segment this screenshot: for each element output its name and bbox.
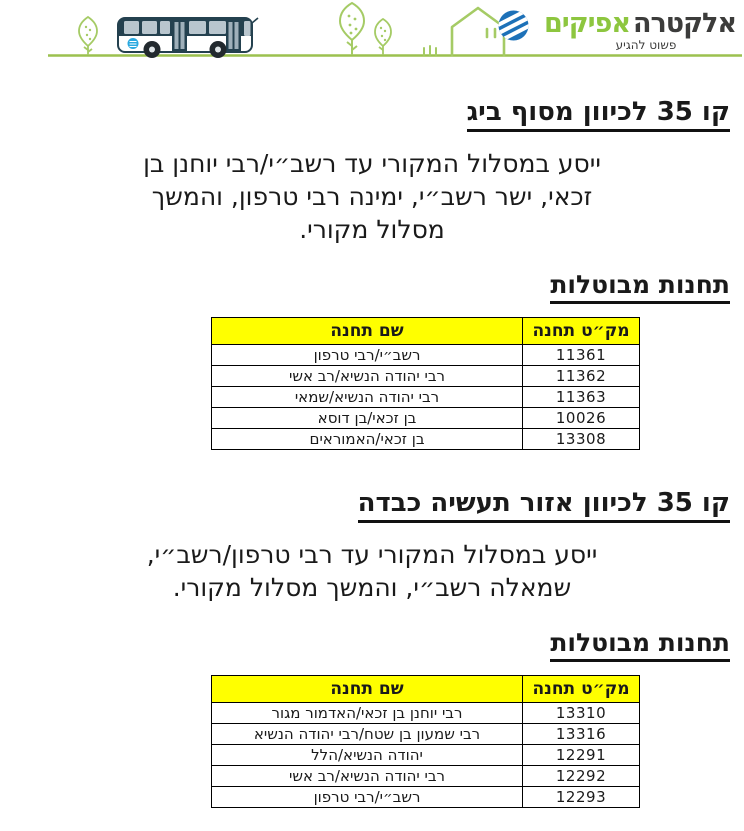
- station-name-header: שם תחנה: [212, 676, 523, 703]
- station-id-cell: 11363: [523, 387, 640, 408]
- station-id-cell: 12291: [523, 745, 640, 766]
- table-row: [212, 724, 640, 745]
- tree-icon: [79, 17, 97, 55]
- station-name-cell: רבי שמעון בן שטח/רבי יהודה הנשיא: [212, 724, 523, 745]
- grass-icon: [424, 46, 436, 55]
- table-row: [212, 387, 640, 408]
- section-direction-heavy-industry: [14, 488, 730, 808]
- section-title: קו 35 לכיוון מסוף ביג: [14, 97, 730, 132]
- route-description-line: מסלול מקורי.: [299, 215, 445, 244]
- table-row: [212, 345, 640, 366]
- station-name-cell: רשב״י/רבי טרפון: [212, 345, 523, 366]
- route-description-line: שמאלה רשב״י, והמשך מסלול מקורי.: [172, 573, 572, 602]
- station-id-cell: 13310: [523, 703, 640, 724]
- electra-logo-icon: [498, 10, 529, 41]
- cancelled-stations-table: [211, 675, 640, 808]
- header-illustration: [0, 0, 744, 80]
- table-row: [212, 429, 640, 450]
- table-header-row: [212, 318, 640, 345]
- tree-icon: [340, 3, 364, 55]
- station-id-cell: 13308: [523, 429, 640, 450]
- station-id-cell: 12293: [523, 787, 640, 808]
- station-name-cell: יהודה הנשיא/הלל: [212, 745, 523, 766]
- route-description: [14, 538, 730, 604]
- tree-icon: [375, 19, 391, 55]
- table-row: [212, 408, 640, 429]
- station-id-cell: 11362: [523, 366, 640, 387]
- station-name-cell: רבי יהודה הנשיא/שמאי: [212, 387, 523, 408]
- station-name-header: שם תחנה: [212, 318, 523, 345]
- station-id-cell: 13316: [523, 724, 640, 745]
- route-description-line: ייסע במסלול המקורי עד רבי טרפון/רשב״י,: [146, 540, 598, 569]
- table-row: [212, 745, 640, 766]
- cancelled-stations-title: תחנות מבוטלות: [14, 270, 730, 304]
- station-name-cell: בן זכאי/האמוראים: [212, 429, 523, 450]
- table-row: [212, 366, 640, 387]
- route-description-line: ייסע במסלול המקורי עד רשב״י/רבי יוחנן בן: [143, 149, 601, 178]
- station-id-header: מק״ט תחנה: [523, 676, 640, 703]
- section-title: קו 35 לכיוון אזור תעשיה כבדה: [14, 488, 730, 523]
- house-icon: [452, 8, 504, 55]
- route-description-line: זכאי, ישר רשב״י, ימינה רבי טרפון, והמשך: [151, 182, 593, 211]
- brand-logo: [498, 10, 736, 52]
- station-name-cell: בן זכאי/בן דוסא: [212, 408, 523, 429]
- brand-name-primary: אלקטרה: [632, 8, 736, 39]
- table-header-row: [212, 676, 640, 703]
- route-description: [14, 147, 730, 246]
- brand-tagline: פשוט להגיע: [615, 38, 677, 52]
- station-id-cell: 10026: [523, 408, 640, 429]
- brand-name-secondary: אפיקים: [543, 8, 630, 39]
- cancelled-stations-table: [211, 317, 640, 450]
- station-name-cell: רבי יהודה הנשיא/רב אשי: [212, 366, 523, 387]
- table-row: [212, 787, 640, 808]
- station-id-cell: 12292: [523, 766, 640, 787]
- station-name-cell: רשב״י/רבי טרפון: [212, 787, 523, 808]
- station-id-header: מק״ט תחנה: [523, 318, 640, 345]
- notice-content: [0, 97, 744, 808]
- table-row: [212, 703, 640, 724]
- station-id-cell: 11361: [523, 345, 640, 366]
- section-direction-big-terminal: [14, 97, 730, 450]
- station-name-cell: רבי יוחנן בן זכאי/האדמור מגור: [212, 703, 523, 724]
- table-row: [212, 766, 640, 787]
- cancelled-stations-title: תחנות מבוטלות: [14, 628, 730, 662]
- station-name-cell: רבי יהודה הנשיא/רב אשי: [212, 766, 523, 787]
- bus-icon: [118, 18, 258, 58]
